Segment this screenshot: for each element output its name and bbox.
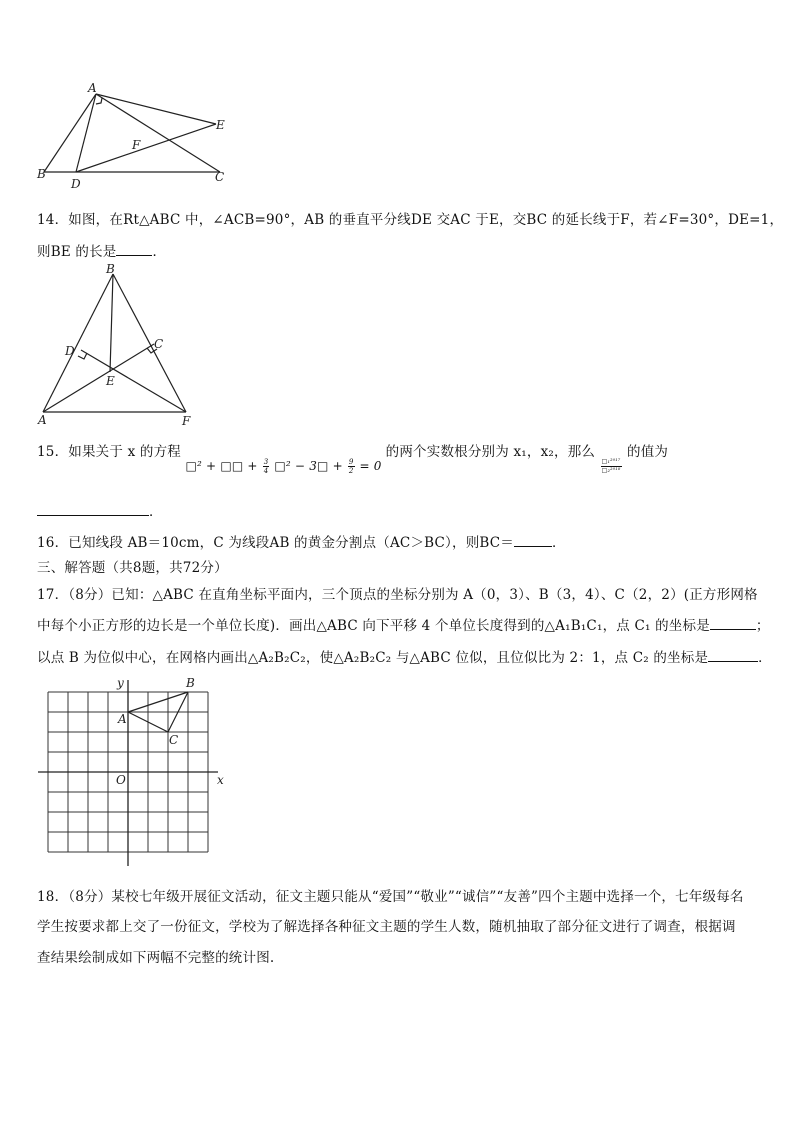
label-c: C [215,170,225,184]
label-d: D [71,177,81,191]
label-e: E [106,374,115,388]
point-a-label: A [118,712,127,726]
label-b: B [106,262,115,276]
eq-frac1: $\frac{3}{4}$ [263,458,269,475]
label-b: B [37,167,46,181]
label-d: D [65,344,75,358]
q17-answer-blank-1[interactable] [710,617,756,630]
point-b-label: B [186,676,195,690]
q16-line [37,531,566,551]
q18-line2: 学生按要求都上交了一份征文，学校为了解选择各种征文主题的学生人数，随机抽取了部分征文进行了调查，根据调 [37,919,736,935]
q17-line2-text: 中每个小正方形的边长是一个单位长度)．画出△ABC 向下平移 4 个单位长度得到的△A₁B₁C₁，点 C₁ 的坐标是 [37,618,710,634]
label-e: E [216,118,225,132]
q14-line2 [37,240,166,260]
q14-prefix: 则BE 的长是 [37,244,117,260]
q15-end: ． [149,504,163,520]
q17-line3-text: 以点 B 为位似中心，在网格内画出△A₂B₂C₂，使△A₂B₂C₂ 与△ABC 位似，且位似比为 2：1，点 C₂ 的坐标是 [37,650,709,666]
q17-line3-end: ． [758,650,772,666]
q17-line2 [37,614,770,634]
eq-part3: = 0 [359,459,382,473]
q15-line1 [37,440,669,475]
axis-y-label: y [117,676,124,690]
figure-q14 [34,262,204,430]
q15-prefix: 15．如果关于 x 的方程 [37,444,181,460]
q17-line1: 17．（8分）已知：△ABC 在直角坐标平面内，三个顶点的坐标分别为 A（0，3）、B（3，4）、C（2，2）(正方形网格 [37,587,758,603]
eq-part2: □² − 3□ + [274,459,343,473]
axis-x-label: x [217,773,224,787]
q15-middle: 的两个实数根分别为 x₁，x₂，那么 [385,444,596,460]
q14-line1: 14．如图，在Rt△ABC 中，∠ACB=90°，AB 的垂直平分线DE 交AC 于E，交BC 的延长线于F，若∠F=30°，DE=1， [37,212,784,228]
label-f: F [182,414,191,428]
section-title: 三、解答题（共8题，共72分） [37,560,228,576]
q17-line3 [37,646,772,666]
figure-q13 [36,82,236,192]
coordinate-grid-q17 [36,672,236,872]
q15-equation [185,459,385,473]
label-c: C [154,337,164,351]
point-c-label: C [169,733,179,747]
q17-line2-end: ； [755,618,770,634]
q16-end: ． [552,535,566,551]
q15-ratio: $\frac{\text{□₁²⁰¹⁷}}{\text{□₂²⁰¹⁸}}$ [601,458,621,474]
q16-answer-blank[interactable] [514,534,552,547]
q18-line3: 查结果绘制成如下两幅不完整的统计图. [37,950,275,966]
q14-answer-blank[interactable] [116,243,152,256]
origin-label: O [116,773,126,787]
label-a: A [88,82,97,95]
q18-line1: 18．（8分）某校七年级开展征文活动，征文主题只能从“爱国”“敬业”“诚信”“友善”四个主题中选择一个，七年级每名 [37,889,744,905]
eq-part1: □² + □□ + [185,459,258,473]
q15-line2 [37,500,163,520]
label-a: A [38,413,47,427]
eq-frac2: $\frac{9}{2}$ [348,458,354,475]
q15-suffix: 的值为 [627,444,669,460]
q17-answer-blank-2[interactable] [708,649,758,662]
q14-suffix: ． [152,244,167,260]
label-f: F [132,138,141,152]
q15-answer-blank[interactable] [37,503,149,516]
q16-text: 16．已知线段 AB＝10cm，C 为线段AB 的黄金分割点（AC＞BC），则BC＝ [37,535,514,551]
